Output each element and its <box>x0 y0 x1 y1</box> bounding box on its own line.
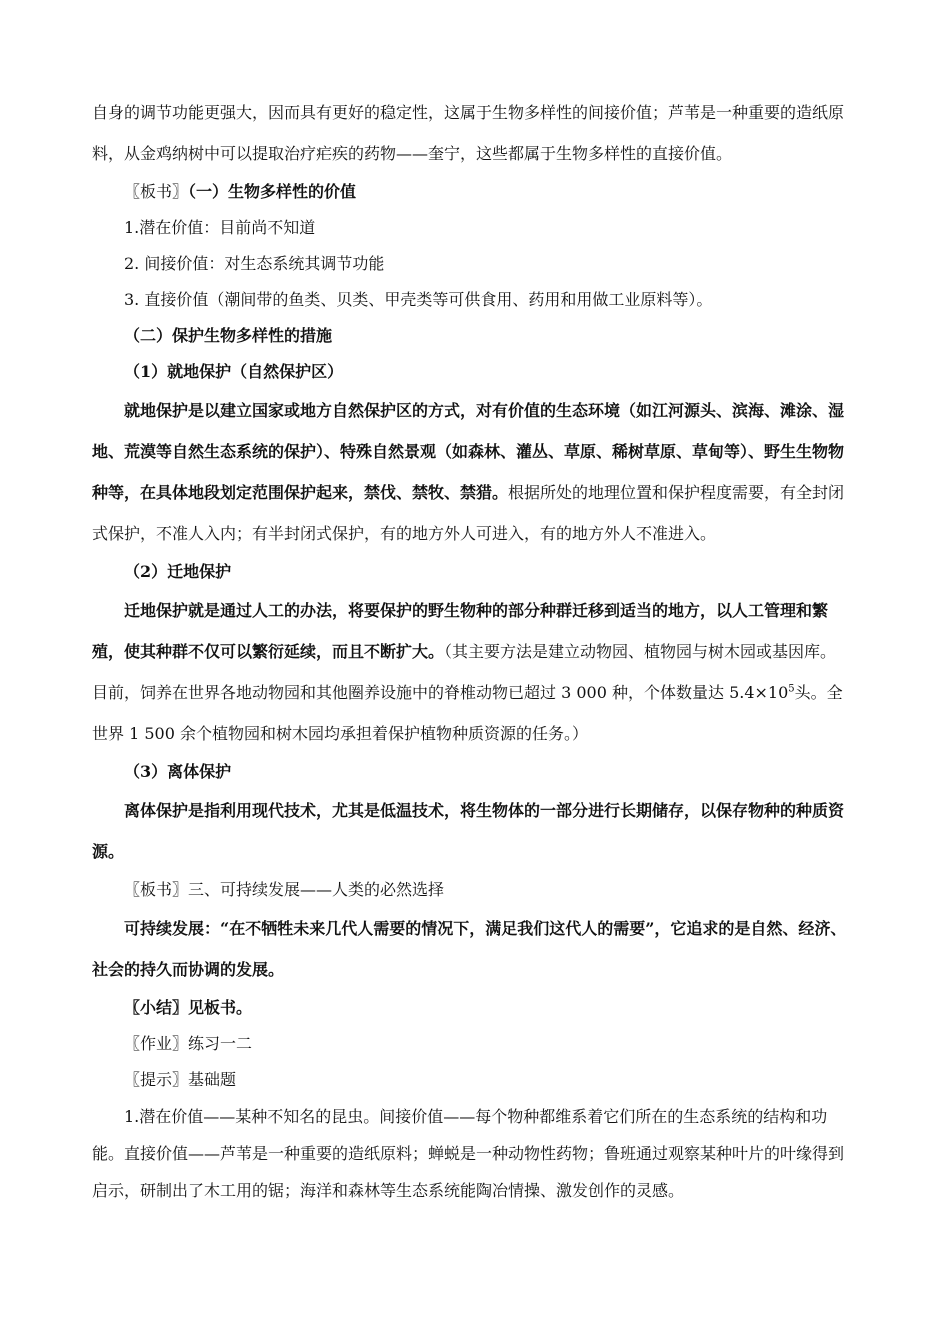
list-item-indirect-value: 2. 间接价值：对生态系统其调节功能 <box>124 254 385 273</box>
ex-situ-detail: （其主要方法是建立动物园、植物园与树木园或基因库。目前，饲养在世界各地动物园和其他圈养设施中的脊椎动物已超过 3 000 种，个体数量达 5.4×10 <box>92 642 837 702</box>
blackboard-heading-3 <box>92 872 850 908</box>
list-item-potential-value: 1.潜在价值：目前尚不知道 <box>124 218 316 237</box>
homework-line: 〖作业〗练习一二 <box>124 1034 253 1053</box>
subheading-ex-situ: （2）迁地保护 <box>124 562 232 581</box>
subheading-in-situ: （1）就地保护（自然保护区） <box>124 362 344 381</box>
summary-line: 〖小结〗见板书。 <box>124 998 253 1017</box>
exponent: 5 <box>788 683 795 695</box>
section-heading-measures: （二）保护生物多样性的措施 <box>124 326 333 345</box>
section-heading-value: （一）生物多样性的价值 <box>188 182 357 201</box>
in-situ-detail: 根据所处的地理位置和保护程度需要，有全封闭式保护，不准人入内；有半封闭式保护，有的地方外人可进入，有的地方外人不准进入。 <box>92 483 845 543</box>
list-item-direct-value: 3. 直接价值（潮间带的鱼类、贝类、甲壳类等可供食用、药用和用做工业原料等）。 <box>124 290 713 309</box>
paragraph-ex-situ <box>92 590 850 754</box>
in-situ-definition: 就地保护是以建立国家或地方自然保护区的方式，对有价值的生态环境（如江河源头、滨海、滩涂、湿地、荒漠等自然生态系统的保护）、特殊自然景观（如森林、灌丛、草原、稀树草原、草甸等）、野生生物物种等，在具体地段划定范围保护起来，禁伐、禁牧、禁猎。 <box>92 401 845 502</box>
blackboard-heading-1 <box>92 174 850 210</box>
paragraph-value-intro: 自身的调节功能更强大，因而具有更好的稳定性，这属于生物多样性的间接价值；芦苇是一种重要的造纸原料，从金鸡纳树中可以提取治疗疟疾的药物——奎宁，这些都属于生物多样性的直接价值。 <box>92 103 845 163</box>
hint-line: 〖提示〗基础题 <box>124 1070 237 1089</box>
paragraph-sustainable: 可持续发展：“在不牺牲未来几代人需要的情况下，满足我们这代人的需要”，它追求的是自然、经济、社会的持久而协调的发展。 <box>92 919 847 979</box>
paragraph-in-vitro: 离体保护是指利用现代技术，尤其是低温技术，将生物体的一部分进行长期储存，以保存物种的种质资源。 <box>92 801 845 861</box>
ex-situ-definition: 迁地保护就是通过人工的办法，将要保护的野生物种的部分种群迁移到适当的地方，以人工管理和繁殖，使其种群不仅可以繁衍延续，而且不断扩大。 <box>92 601 829 661</box>
paragraph-answer: 1.潜在价值——某种不知名的昆虫。间接价值——每个物种都维系着它们所在的生态系统的结构和功能。直接价值——芦苇是一种重要的造纸原料；蝉蜕是一种动物性药物；鲁班通过观察某种叶片的叶缘得到启示，研制出了木工用的锯；海洋和森林等生态系统能陶冶情操、激发创作的灵感。 <box>92 1107 845 1200</box>
section-heading-sustainable: 三、可持续发展——人类的必然选择 <box>188 880 445 899</box>
document-page <box>92 92 850 1209</box>
blackboard-tag: 〖板书〗 <box>124 880 189 899</box>
blackboard-tag: 〖板书〗 <box>124 182 189 201</box>
ex-situ-detail-end: 头。全世界 1 500 余个植物园和树木园均承担着保护植物种质资源的任务。） <box>92 683 843 743</box>
paragraph-in-situ <box>92 390 850 554</box>
subheading-in-vitro: （3）离体保护 <box>124 762 232 781</box>
